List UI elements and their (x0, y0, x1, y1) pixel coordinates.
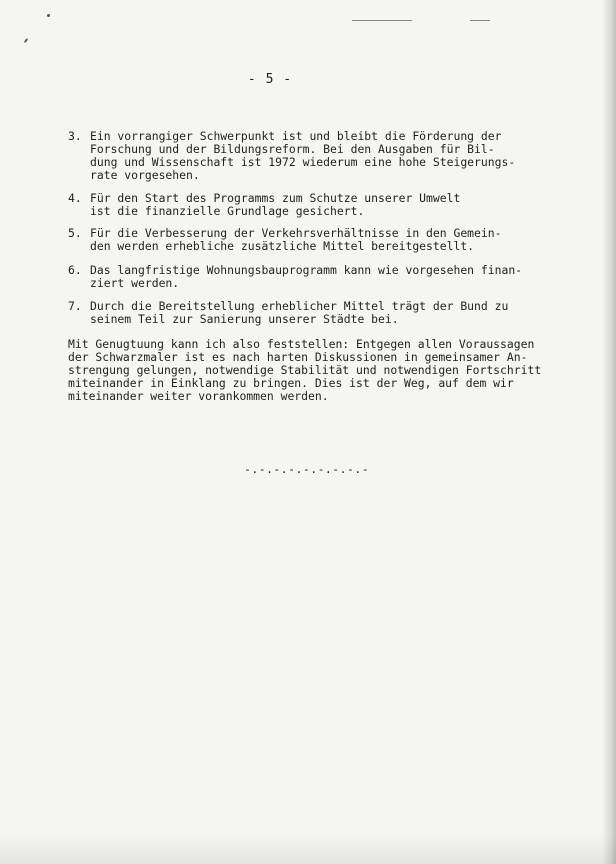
item-number: 7. (68, 299, 82, 313)
item-line: dung und Wissenschaft ist 1972 wiederum eine hohe Steigerungs- (90, 155, 516, 169)
item-number: 6. (68, 263, 82, 277)
end-separator: -.-.-.-.-.-.-.-.- (244, 462, 370, 476)
scan-edge-shadow (602, 0, 616, 864)
item-number: 4. (68, 191, 82, 205)
item-line: seinem Teil zur Sanierung unserer Städte bei. (90, 312, 399, 326)
item-line: ist die finanzielle Grundlage gesichert. (90, 204, 365, 218)
item-line: Durch die Bereitstellung erheblicher Mittel trägt der Bund zu (90, 299, 509, 313)
paragraph-line: miteinander in Einklang zu bringen. Dies ist der Weg, auf dem wir (68, 376, 514, 390)
item-line: den werden erhebliche zusätzliche Mittel bereitgestellt. (90, 239, 475, 253)
paragraph-line: miteinander weiter vorankommen werden. (68, 389, 329, 403)
item-line: Ein vorrangiger Schwerpunkt ist und bleibt die Förderung der (90, 129, 502, 143)
item-line: ziert werden. (90, 276, 180, 290)
item-line: Für den Start des Programms zum Schutze unserer Umwelt (90, 191, 461, 205)
scan-speck (352, 20, 412, 21)
item-line: Für die Verbesserung der Verkehrsverhältnisse in den Gemein- (90, 226, 502, 240)
page-number: - 5 - (247, 72, 293, 87)
scan-edge-shadow (0, 834, 616, 864)
item-line: Das langfristige Wohnungsbauprogramm kann wie vorgesehen finan- (90, 263, 523, 277)
item-number: 5. (68, 226, 82, 240)
scan-speck (470, 20, 490, 21)
paragraph-line: strengung gelungen, notwendige Stabilität und notwendigen Fortschritt (68, 363, 542, 377)
paragraph-line: Mit Genugtuung kann ich also feststellen: Entgegen allen Voraussagen (68, 337, 535, 351)
paragraph-line: der Schwarzmaler ist es nach harten Diskussionen in gemeinsamer An- (68, 350, 528, 364)
scan-speck (24, 38, 29, 43)
item-line: rate vorgesehen. (90, 168, 200, 182)
item-line: Forschung und der Bildungsreform. Bei den Ausgaben für Bil- (90, 142, 495, 156)
item-number: 3. (68, 129, 82, 143)
scan-speck (47, 14, 50, 17)
